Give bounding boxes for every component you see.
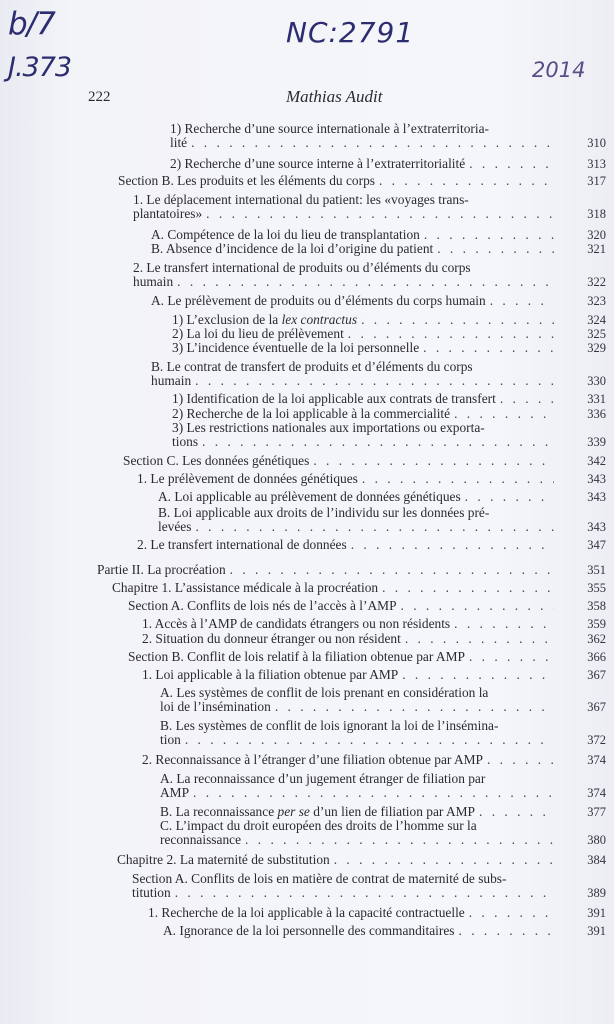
toc-entry-text: 1. Le prélèvement de données génétiques [137,471,358,486]
dot-leader [206,207,554,221]
dot-leader [490,294,554,308]
toc-entry-text: Chapitre 1. L’assistance médicale à la procréation [112,580,379,595]
toc-entry-continuation: tion [160,732,181,747]
toc-entry [160,804,606,819]
toc-entry-continuation: plantatoires» [133,206,203,221]
toc-page-number: 322 [587,275,606,289]
toc-page-number: 366 [587,650,606,664]
toc-page-number: 347 [587,538,606,552]
toc-entry [142,752,606,767]
dot-leader [469,906,554,920]
toc-page-number: 374 [587,753,606,767]
toc-entry-text: Section C. Les données génétiques [123,453,310,468]
toc-entry-continuation: titution [132,885,171,900]
toc-entry-text: B. Le contrat de transfert de produits et d’éléments du corps [151,359,473,374]
toc-entry-text: A. Le prélèvement de produits ou d’éléments du corps humain [151,293,486,308]
dot-leader [382,581,554,595]
toc-entry-text: 3) Les restrictions nationales aux importations ou exporta- [172,420,485,435]
toc-page-number: 351 [587,563,606,577]
toc-entry [170,121,606,150]
dot-leader [487,753,554,767]
dot-leader [454,617,554,631]
toc-page-number: 389 [587,886,606,900]
toc-entry-text: 1) L’exclusion de la lex contractus [172,312,358,327]
toc-page-number: 367 [587,700,606,714]
toc-page-number: 355 [587,581,606,595]
toc-entry [151,359,606,388]
toc-entry-text: B. La reconnaissance per se d’un lien de filiation par AMP [160,804,475,819]
dot-leader [191,136,554,150]
dot-leader [175,886,554,900]
toc-entry-continuation: tions [172,434,199,449]
toc-entry [158,505,606,534]
toc-page-number: 391 [587,924,606,938]
toc-entry [97,562,606,577]
dot-leader [348,327,554,341]
toc-entry [172,312,606,327]
toc-entry [160,685,606,714]
dot-leader [423,341,554,355]
toc-entry-text: 1. Loi applicable à la filiation obtenue par AMP [142,667,399,682]
toc-page-number: 317 [587,174,606,188]
toc-entry-text: Section B. Conflit de lois relatif à la filiation obtenue par AMP [128,649,465,664]
dot-leader [195,520,554,534]
toc-entry-text: 3) L’incidence éventuelle de la loi personnelle [172,340,420,355]
toc-entry [160,718,606,747]
toc-entry-text: A. Loi applicable au prélèvement de données génétiques [158,489,461,504]
toc-page-number: 372 [587,733,606,747]
toc-entry [132,871,606,900]
toc-entry [172,340,606,355]
toc-entry-text: 2. Le transfert international de données [137,537,347,552]
toc-page-number: 343 [587,490,606,504]
dot-leader [469,157,554,171]
toc-page-number: 362 [587,632,606,646]
handwritten-shelfmark-1: b/7 [8,6,55,42]
toc-page-number: 343 [587,520,606,534]
toc-entry-text: Chapitre 2. La maternité de substitution [117,852,330,867]
toc-entry-continuation: reconnaissance [160,832,242,847]
toc-entry-text: B. Les systèmes de conflit de lois ignorant la loi de l’insémina- [160,718,499,733]
dot-leader [459,924,554,938]
dot-leader [469,650,554,664]
toc-entry [112,580,606,595]
dot-leader [202,435,554,449]
dot-leader [465,490,554,504]
toc-entry-continuation: lité [170,135,188,150]
toc-entry-text: 1. Accès à l’AMP de candidats étrangers ou non résidents [142,616,451,631]
toc-page-number: 377 [587,805,606,819]
toc-entry [128,649,606,664]
toc-page-number: 330 [587,374,606,388]
toc-entry-text: 1) Identification de la loi applicable aux contrats de transfert [172,391,496,406]
toc-entry [142,631,606,646]
toc-entry-text: A. La reconnaissance d’un jugement étranger de filiation par [160,771,486,786]
toc-entry [148,905,606,920]
toc-entry [172,406,606,421]
handwritten-shelfmark-2: J.373 [8,52,72,83]
dot-leader [454,407,554,421]
toc-page-number: 329 [587,341,606,355]
italic-term: lex contractus [281,312,358,327]
dot-leader [405,632,554,646]
toc-entry [142,667,606,682]
toc-entry-text: A. Les systèmes de conflit de lois prenant en considération la [160,685,489,700]
toc-entry-text: Section B. Les produits et les éléments du corps [118,173,375,188]
toc-page-number: 324 [587,313,606,327]
running-header [0,89,614,111]
toc-entry [133,192,606,221]
dot-leader [362,472,554,486]
toc-page-number: 343 [587,472,606,486]
toc-entry-text: 1. Le déplacement international du patient: les «voyages trans- [133,192,469,207]
toc-entry [151,241,606,256]
toc-entry-text: Partie II. La procréation [97,562,226,577]
toc-entry [128,598,606,613]
toc-entry [151,227,606,242]
toc-page-number: 323 [587,294,606,308]
dot-leader [185,733,554,747]
dot-leader [230,563,554,577]
toc-page-number: 339 [587,435,606,449]
toc-page-number: 320 [587,228,606,242]
running-head-author: Mathias Audit [286,87,383,106]
toc-page-number: 325 [587,327,606,341]
toc-entry [142,616,606,631]
toc-entry-text: B. Absence d’incidence de la loi d’origine du patient [151,241,434,256]
dot-leader [402,668,554,682]
toc-entry-continuation: humain [133,274,174,289]
toc-entry [160,818,606,847]
dot-leader [379,174,554,188]
toc-entry [137,471,606,486]
toc-page-number: 358 [587,599,606,613]
dot-leader [177,275,554,289]
toc-entry [137,537,606,552]
dot-leader [424,228,554,242]
toc-entry [117,852,606,867]
toc-page-number: 321 [587,242,606,256]
toc-page-number: 374 [587,786,606,800]
toc-entry-text: Section A. Conflits de lois nés de l’accès à l’AMP [128,598,397,613]
toc-entry [133,260,606,289]
toc-entry [158,489,606,504]
dot-leader [195,374,554,388]
toc-entry-text: 2. Situation du donneur étranger ou non résident [142,631,401,646]
toc-entry-text: 2) Recherche de la loi applicable à la commercialité [172,406,451,421]
dot-leader [313,454,554,468]
toc-page-number: 391 [587,906,606,920]
toc-entry [170,156,606,171]
toc-entry-continuation: levées [158,519,192,534]
toc-entry-text: A. Compétence de la loi du lieu de transplantation [151,227,420,242]
toc-entry [172,391,606,406]
toc-page-number: 380 [587,833,606,847]
dot-leader [351,538,554,552]
dot-leader [479,805,554,819]
italic-term: per se [277,804,310,819]
toc-entry-text: 1) Recherche d’une source internationale à l’extraterritoria- [170,121,489,136]
toc-entry-continuation: humain [151,373,192,388]
dot-leader [334,853,554,867]
toc-page-number: 367 [587,668,606,682]
dot-leader [193,786,554,800]
toc-entry [172,420,606,449]
toc-entry-text: B. Loi applicable aux droits de l’individu sur les données pré- [158,505,490,520]
toc-page-number: 331 [587,392,606,406]
toc-page-number: 359 [587,617,606,631]
toc-entry-continuation: loi de l’insémination [160,699,271,714]
toc-entry-text: C. L’impact du droit européen des droits de l’homme sur la [160,818,477,833]
toc-page-number: 313 [587,157,606,171]
toc-entry-continuation: AMP [160,785,190,800]
handwritten-catalog-number: NC:2791 [286,16,415,49]
toc-entry [151,293,606,308]
toc-entry-text: 2. Le transfert international de produits ou d’éléments du corps [133,260,471,275]
handwritten-year: 2014 [532,58,586,82]
toc-entry-text: Section A. Conflits de lois en matière de contrat de maternité de subs- [132,871,507,886]
toc-page-number: 336 [587,407,606,421]
dot-leader [500,392,554,406]
toc-entry [163,923,606,938]
page-number: 222 [88,89,111,105]
dot-leader [437,242,554,256]
toc-page-number: 310 [587,136,606,150]
toc-entry-text: 2) La loi du lieu de prélèvement [172,326,344,341]
toc-entry-text: 2) Recherche d’une source interne à l’extraterritorialité [170,156,466,171]
toc-entry-text: 2. Reconnaissance à l’étranger d’une filiation obtenue par AMP [142,752,483,767]
dot-leader [361,313,554,327]
toc-entry [123,453,606,468]
toc-entry [172,326,606,341]
toc-entry-text: A. Ignorance de la loi personnelle des commanditaires [163,923,455,938]
toc-entry [118,173,606,188]
toc-entry-text: 1. Recherche de la loi applicable à la capacité contractuelle [148,905,465,920]
toc-page-number: 318 [587,207,606,221]
dot-leader [245,833,554,847]
toc-page-number: 342 [587,454,606,468]
dot-leader [275,700,554,714]
toc-entry [160,771,606,800]
toc-page-number: 384 [587,853,606,867]
dot-leader [401,599,554,613]
